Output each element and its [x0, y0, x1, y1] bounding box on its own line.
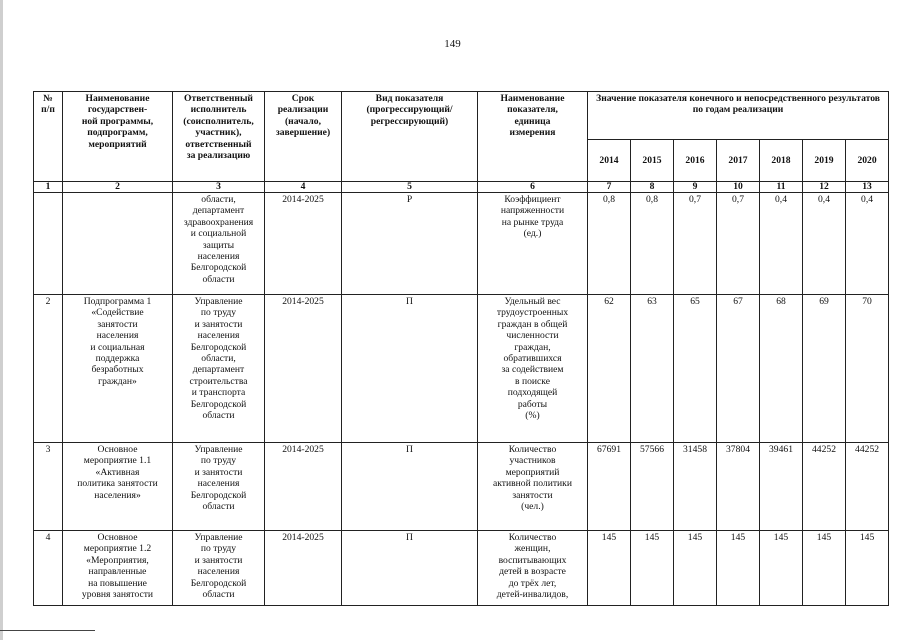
page-number: 149 [444, 38, 461, 50]
column-number: 11 [760, 182, 803, 193]
executor-cell: Управление по труду и занятости населения Белгородской области [173, 531, 265, 606]
header-year: 2015 [631, 140, 674, 182]
column-number: 2 [63, 182, 173, 193]
value-cell: 145 [674, 531, 717, 606]
row-number: 3 [34, 443, 63, 531]
value-cell: 70 [846, 295, 889, 443]
header-num: № п/п [34, 92, 63, 182]
value-cell: 0,4 [803, 193, 846, 295]
header-year: 2019 [803, 140, 846, 182]
column-number: 9 [674, 182, 717, 193]
value-cell: 0,8 [631, 193, 674, 295]
indicators-table [33, 91, 889, 606]
value-cell: 145 [803, 531, 846, 606]
value-cell: 67691 [588, 443, 631, 531]
term-cell: 2014-2025 [265, 295, 342, 443]
value-cell: 145 [760, 531, 803, 606]
table-row [34, 193, 889, 295]
value-cell: 145 [717, 531, 760, 606]
value-cell: 65 [674, 295, 717, 443]
program-cell: Основное мероприятие 1.1 «Активная политика занятости населения» [63, 443, 173, 531]
program-cell: Подпрограмма 1 «Содействие занятости населения и социальная поддержка безработных граждан» [63, 295, 173, 443]
column-number: 3 [173, 182, 265, 193]
table-row [34, 443, 889, 531]
value-cell: 0,4 [760, 193, 803, 295]
header-indicator-type: Вид показателя (прогрессирующий/ регрессирующий) [342, 92, 478, 182]
header-year: 2018 [760, 140, 803, 182]
value-cell: 0,4 [846, 193, 889, 295]
header-values-group: Значение показателя конечного и непосредственного результатов по годам реализации [588, 92, 889, 140]
value-cell: 31458 [674, 443, 717, 531]
program-cell: Основное мероприятие 1.2 «Мероприятия, направленные на повышение уровня занятости [63, 531, 173, 606]
column-number: 5 [342, 182, 478, 193]
column-number: 8 [631, 182, 674, 193]
type-cell: П [342, 531, 478, 606]
header-indicator-name: Наименование показателя, единица измерения [478, 92, 588, 182]
value-cell: 44252 [803, 443, 846, 531]
row-number [34, 193, 63, 295]
column-number: 10 [717, 182, 760, 193]
executor-cell: области, департамент здравоохранения и социальной защиты населения Белгородской области [173, 193, 265, 295]
column-number: 12 [803, 182, 846, 193]
indicator-cell: Коэффициент напряженности на рынке труда (ед.) [478, 193, 588, 295]
header-term: Срок реализации (начало, завершение) [265, 92, 342, 182]
scan-edge [0, 0, 3, 640]
table-header [34, 92, 889, 193]
column-number: 4 [265, 182, 342, 193]
type-cell: П [342, 295, 478, 443]
column-number: 7 [588, 182, 631, 193]
value-cell: 145 [588, 531, 631, 606]
value-cell: 0,7 [717, 193, 760, 295]
type-cell: П [342, 443, 478, 531]
header-year: 2016 [674, 140, 717, 182]
value-cell: 145 [631, 531, 674, 606]
indicator-cell: Количество участников мероприятий активной политики занятости (чел.) [478, 443, 588, 531]
term-cell: 2014-2025 [265, 531, 342, 606]
column-number: 1 [34, 182, 63, 193]
row-number: 2 [34, 295, 63, 443]
term-cell: 2014-2025 [265, 193, 342, 295]
type-cell: Р [342, 193, 478, 295]
header-executor: Ответственный исполнитель (соисполнитель, участник), ответственный за реализацию [173, 92, 265, 182]
value-cell: 63 [631, 295, 674, 443]
value-cell: 37804 [717, 443, 760, 531]
term-cell: 2014-2025 [265, 443, 342, 531]
header-year: 2014 [588, 140, 631, 182]
value-cell: 69 [803, 295, 846, 443]
value-cell: 67 [717, 295, 760, 443]
column-number-row [34, 182, 889, 193]
header-year: 2017 [717, 140, 760, 182]
value-cell: 44252 [846, 443, 889, 531]
value-cell: 145 [846, 531, 889, 606]
column-number: 13 [846, 182, 889, 193]
table-row [34, 531, 889, 606]
footer-rule [0, 630, 95, 631]
value-cell: 57566 [631, 443, 674, 531]
table-row [34, 295, 889, 443]
header-program: Наименование государствен- ной программы, подпрограмм, мероприятий [63, 92, 173, 182]
value-cell: 68 [760, 295, 803, 443]
table-body [34, 193, 889, 606]
value-cell: 0,8 [588, 193, 631, 295]
indicator-cell: Удельный вес трудоустроенных граждан в общей численности граждан, обратившихся за содействием в поиске подходящей работы (%) [478, 295, 588, 443]
header-year: 2020 [846, 140, 889, 182]
column-number: 6 [478, 182, 588, 193]
value-cell: 39461 [760, 443, 803, 531]
executor-cell: Управление по труду и занятости населения Белгородской области [173, 443, 265, 531]
program-cell [63, 193, 173, 295]
indicator-cell: Количество женщин, воспитывающих детей в возрасте до трёх лет, детей-инвалидов, [478, 531, 588, 606]
value-cell: 62 [588, 295, 631, 443]
row-number: 4 [34, 531, 63, 606]
value-cell: 0,7 [674, 193, 717, 295]
executor-cell: Управление по труду и занятости населения Белгородской области, департамент строительства и транспорта Белгородской области [173, 295, 265, 443]
